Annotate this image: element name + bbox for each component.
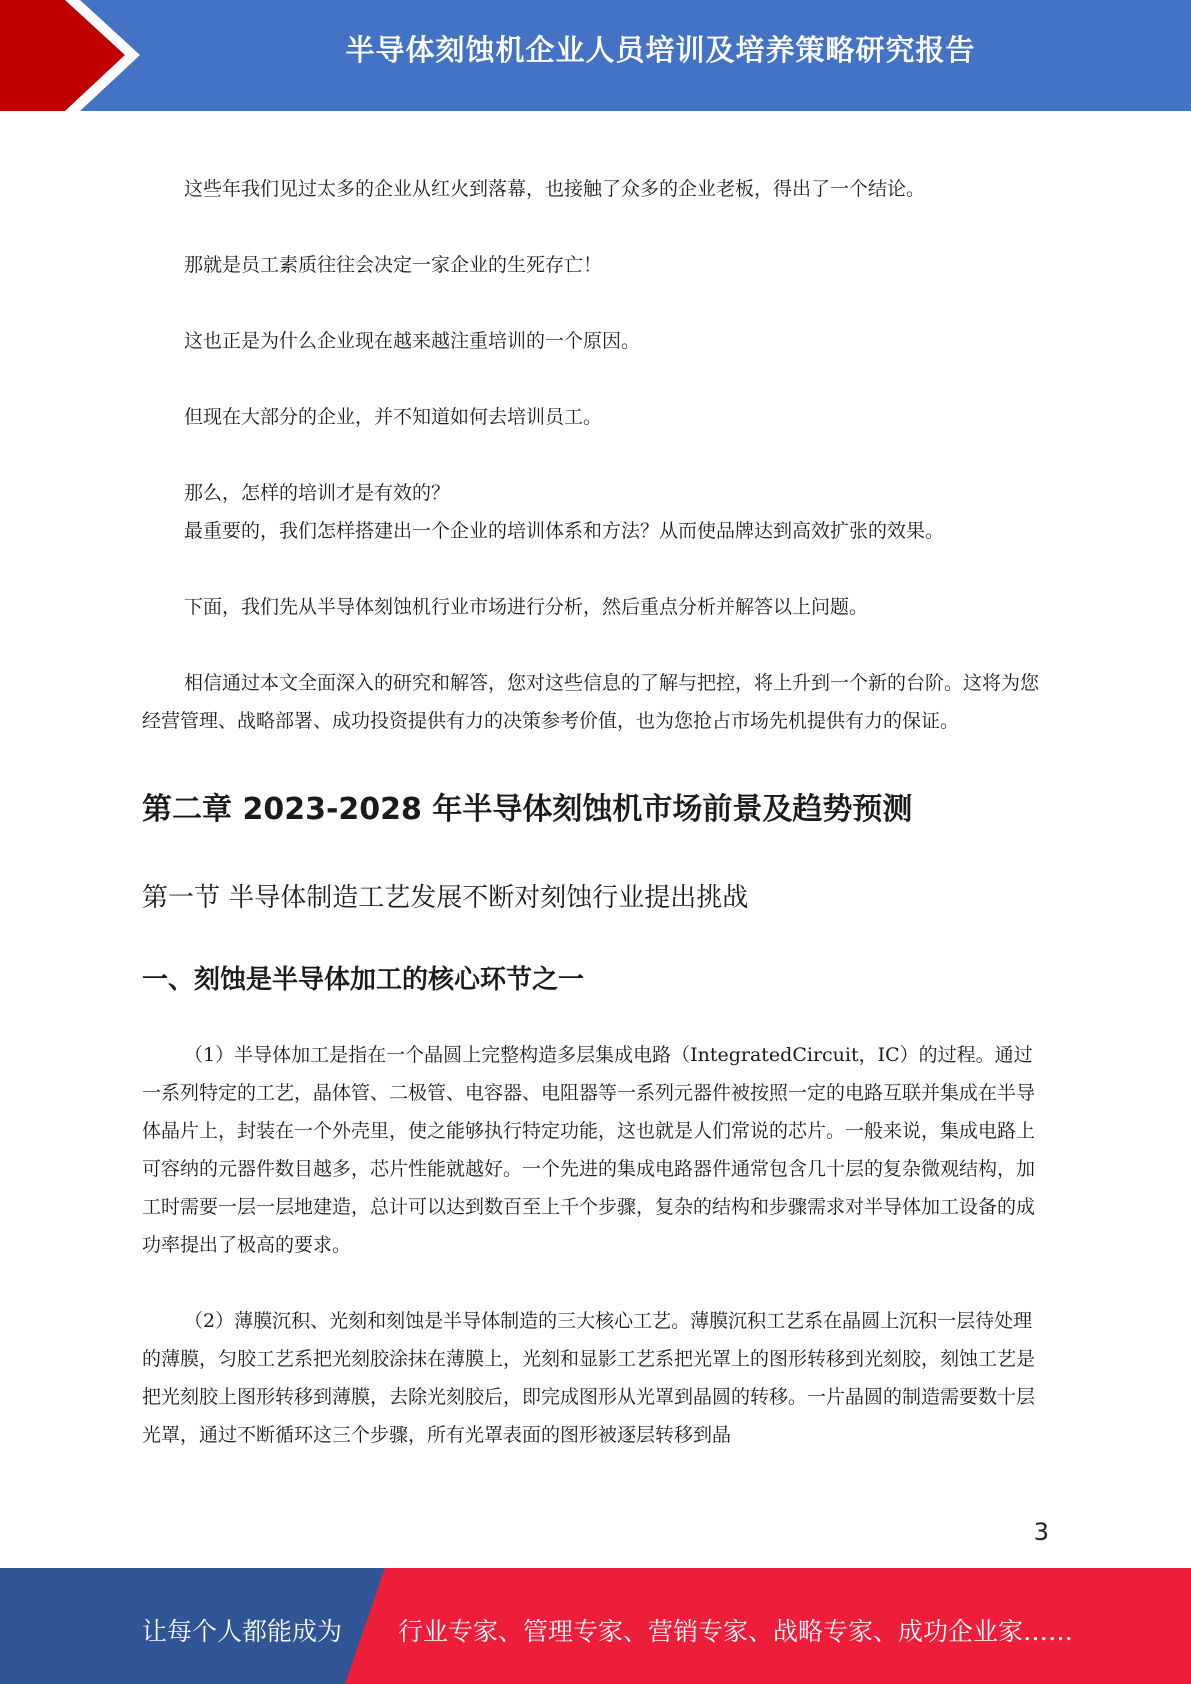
page-number: 3 xyxy=(1033,1518,1049,1546)
intro-paragraph: 那就是员工素质往往会决定一家企业的生死存亡！ xyxy=(184,254,603,276)
footer-slogan-right: 行业专家、管理专家、营销专家、战略专家、成功企业家…… xyxy=(398,1617,1074,1646)
intro-paragraph: 这也正是为什么企业现在越来越注重培训的一个原因。 xyxy=(184,330,641,352)
intro-paragraph: 这些年我们见过太多的企业从红火到落幕，也接触了众多的企业老板，得出了一个结论。 xyxy=(184,178,926,200)
page-footer xyxy=(0,1568,1191,1684)
subsection-heading: 一、刻蚀是半导体加工的核心环节之一 xyxy=(142,965,585,995)
intro-paragraph: 下面，我们先从半导体刻蚀机行业市场进行分析，然后重点分析并解答以上问题。 xyxy=(184,596,869,618)
intro-paragraph: 相信通过本文全面深入的研究和解答，您对这些信息的了解与把控，将上升到一个新的台阶。这将为您经营管理、战略部署、成功投资提供有力的决策参考价值，也为您抢占市场先机提供有力的保证。 xyxy=(142,672,1040,732)
footer-slogan-left: 让每个人都能成为 xyxy=(142,1617,343,1646)
intro-paragraph: 最重要的，我们怎样搭建出一个企业的培训体系和方法？从而使品牌达到高效扩张的效果。 xyxy=(184,520,945,542)
intro-paragraph: 但现在大部分的企业，并不知道如何去培训员工。 xyxy=(184,406,603,428)
page-content xyxy=(142,170,1047,1454)
report-title: 半导体刻蚀机企业人员培训及培养策略研究报告 xyxy=(345,33,976,67)
intro-paragraph: 那么，怎样的培训才是有效的？ xyxy=(184,482,451,504)
body-paragraph: （2）薄膜沉积、光刻和刻蚀是半导体制造的三大核心工艺。薄膜沉积工艺系在晶圆上沉积一层待处理的薄膜，匀胶工艺系把光刻胶涂抹在薄膜上，光刻和显影工艺系把光罩上的图形转移到光刻胶，刻蚀工艺是把光刻胶上图形转移到薄膜，去除光刻胶后，即完成图形从光罩到晶圆的转移。一片晶圆的制造需要数十层光罩，通过不断循环这三个步骤，所有光罩表面的图形被逐层转移到晶 xyxy=(142,1310,1036,1446)
body-paragraph: （1）半导体加工是指在一个晶圆上完整构造多层集成电路（IntegratedCircuit，IC）的过程。通过一系列特定的工艺，晶体管、二极管、电容器、电阻器等一系列元器件被按照一定的电路互联并集成在半导体晶片上，封装在一个外壳里，使之能够执行特定功能，这也就是人们常说的芯片。一般来说，集成电路上可容纳的元器件数目越多，芯片性能就越好。一个先进的集成电路器件通常包含几十层的复杂微观结构，加工时需要一层一层地建造，总计可以达到数百至上千个步骤，复杂的结构和步骤需求对半导体加工设备的成功率提出了极高的要求。 xyxy=(142,1044,1036,1256)
section-heading: 第一节 半导体制造工艺发展不断对刻蚀行业提出挑战 xyxy=(142,883,749,913)
chapter-heading: 第二章 2023-2028 年半导体刻蚀机市场前景及趋势预测 xyxy=(142,792,913,827)
page-header xyxy=(0,0,1191,111)
